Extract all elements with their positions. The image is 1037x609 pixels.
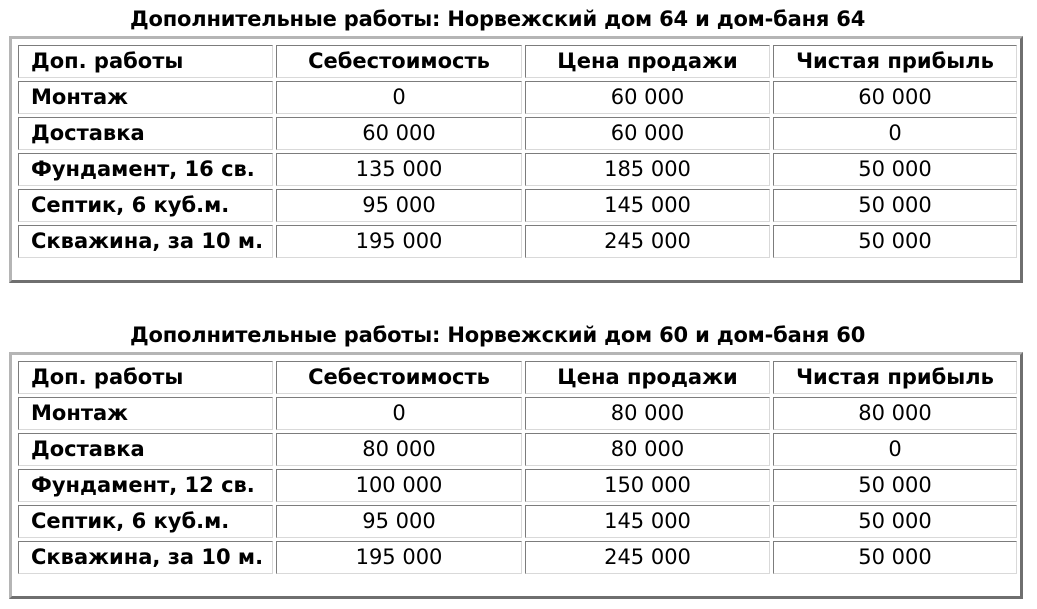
table-row xyxy=(18,505,1017,538)
row-cost: 0 xyxy=(276,81,522,114)
row-work-name: Доставка xyxy=(18,433,273,466)
row-sale-price: 60 000 xyxy=(525,81,770,114)
table-row xyxy=(18,81,1017,114)
header-net-profit: Чистая прибыль xyxy=(773,361,1017,394)
table-title: Дополнительные работы: Норвежский дом 60 и дом-баня 60 xyxy=(130,323,866,347)
row-net-profit: 50 000 xyxy=(773,189,1017,222)
row-sale-price: 185 000 xyxy=(525,153,770,186)
row-cost: 195 000 xyxy=(276,225,522,258)
table-title: Дополнительные работы: Норвежский дом 64 и дом-баня 64 xyxy=(130,7,866,31)
table-row xyxy=(18,541,1017,574)
row-sale-price: 80 000 xyxy=(525,397,770,430)
row-cost: 135 000 xyxy=(276,153,522,186)
row-net-profit: 0 xyxy=(773,117,1017,150)
row-sale-price: 80 000 xyxy=(525,433,770,466)
row-work-name: Септик, 6 куб.м. xyxy=(18,189,273,222)
row-net-profit: 50 000 xyxy=(773,541,1017,574)
table-frame xyxy=(9,352,1023,599)
row-work-name: Септик, 6 куб.м. xyxy=(18,505,273,538)
table-row xyxy=(18,117,1017,150)
row-net-profit: 50 000 xyxy=(773,469,1017,502)
row-sale-price: 60 000 xyxy=(525,117,770,150)
row-work-name: Монтаж xyxy=(18,81,273,114)
row-sale-price: 145 000 xyxy=(525,505,770,538)
row-work-name: Монтаж xyxy=(18,397,273,430)
table-header-row xyxy=(18,361,1017,394)
row-net-profit: 50 000 xyxy=(773,505,1017,538)
header-works: Доп. работы xyxy=(18,45,273,78)
header-net-profit: Чистая прибыль xyxy=(773,45,1017,78)
extra-works-table xyxy=(15,358,1020,577)
header-sale-price: Цена продажи xyxy=(525,361,770,394)
header-works: Доп. работы xyxy=(18,361,273,394)
header-sale-price: Цена продажи xyxy=(525,45,770,78)
row-sale-price: 145 000 xyxy=(525,189,770,222)
row-cost: 95 000 xyxy=(276,505,522,538)
row-cost: 100 000 xyxy=(276,469,522,502)
row-net-profit: 80 000 xyxy=(773,397,1017,430)
row-sale-price: 245 000 xyxy=(525,541,770,574)
row-cost: 0 xyxy=(276,397,522,430)
row-net-profit: 0 xyxy=(773,433,1017,466)
table-row xyxy=(18,225,1017,258)
row-cost: 195 000 xyxy=(276,541,522,574)
header-cost: Себестоимость xyxy=(276,361,522,394)
row-work-name: Скважина, за 10 м. xyxy=(18,541,273,574)
extra-works-table xyxy=(15,42,1020,261)
row-cost: 95 000 xyxy=(276,189,522,222)
header-cost: Себестоимость xyxy=(276,45,522,78)
row-work-name: Фундамент, 16 св. xyxy=(18,153,273,186)
row-work-name: Доставка xyxy=(18,117,273,150)
row-net-profit: 50 000 xyxy=(773,225,1017,258)
table-row xyxy=(18,153,1017,186)
row-work-name: Фундамент, 12 св. xyxy=(18,469,273,502)
row-sale-price: 150 000 xyxy=(525,469,770,502)
table-row xyxy=(18,469,1017,502)
table-row xyxy=(18,433,1017,466)
row-cost: 60 000 xyxy=(276,117,522,150)
table-frame xyxy=(9,36,1023,283)
table-row xyxy=(18,397,1017,430)
table-row xyxy=(18,189,1017,222)
row-cost: 80 000 xyxy=(276,433,522,466)
row-net-profit: 50 000 xyxy=(773,153,1017,186)
row-sale-price: 245 000 xyxy=(525,225,770,258)
row-net-profit: 60 000 xyxy=(773,81,1017,114)
table-header-row xyxy=(18,45,1017,78)
row-work-name: Скважина, за 10 м. xyxy=(18,225,273,258)
